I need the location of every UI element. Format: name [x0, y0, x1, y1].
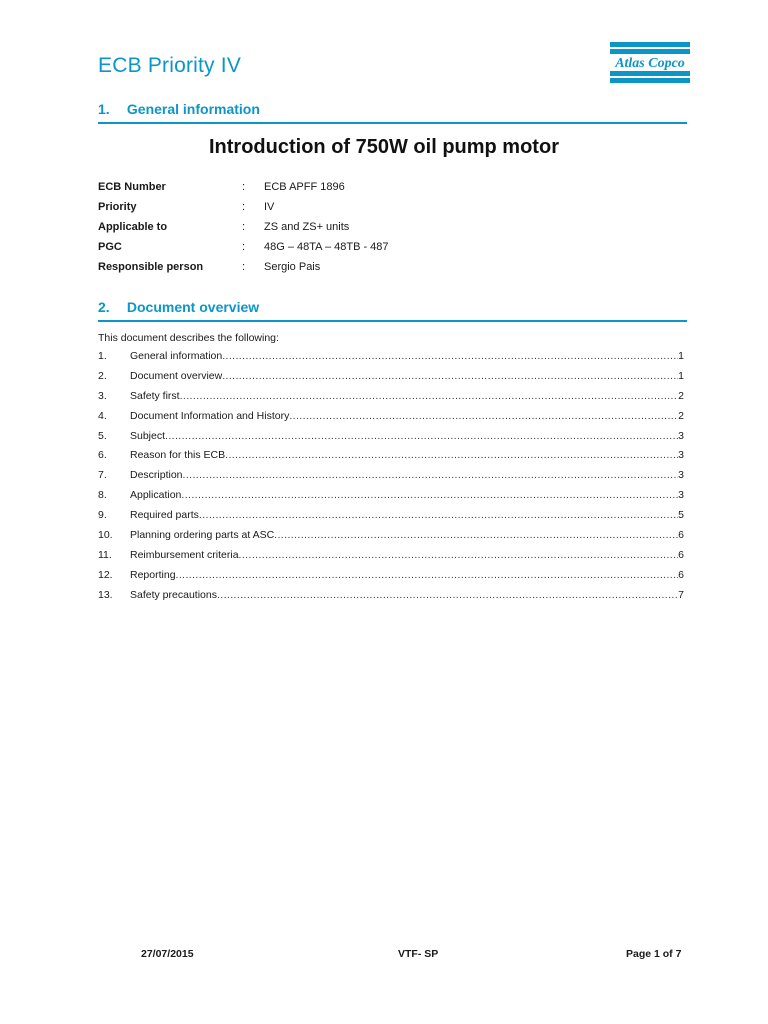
toc-item[interactable] [98, 508, 684, 528]
section-1-number: 1. [98, 101, 110, 117]
footer-page-number: Page 1 of 7 [626, 948, 682, 960]
toc-item[interactable] [98, 389, 684, 409]
toc-item[interactable] [98, 548, 684, 568]
info-row-responsible-person [98, 259, 687, 279]
section-2-title: Document overview [126, 299, 260, 315]
toc-number: 12. [98, 568, 113, 581]
toc-leader [199, 508, 678, 522]
toc-item[interactable] [98, 468, 684, 488]
atlas-copco-logo [610, 42, 690, 83]
toc-title: Subject [130, 429, 166, 442]
toc-number: 13. [98, 588, 113, 601]
info-table [98, 179, 687, 279]
footer-reference: VTF- SP [398, 948, 439, 960]
overview-intro: This document describes the following: [98, 332, 279, 344]
toc-title: General information [130, 350, 223, 362]
info-row-applicable-to [98, 219, 687, 239]
toc-title: Reimbursement criteria [130, 548, 239, 561]
toc-item[interactable] [98, 488, 684, 508]
info-row-priority [98, 199, 687, 219]
toc-item[interactable] [98, 588, 684, 608]
toc-page: 6 [678, 548, 684, 561]
info-label: Responsible person [98, 261, 204, 273]
toc-number: 4. [98, 409, 107, 422]
toc-number: 1. [98, 350, 107, 362]
toc-leader [289, 409, 678, 423]
toc-number: 11. [98, 548, 112, 561]
toc-title: Description [130, 469, 183, 482]
toc-number: 7. [98, 469, 107, 482]
toc-item[interactable] [98, 409, 684, 429]
info-label: Applicable to [98, 221, 168, 233]
toc-item[interactable] [98, 448, 684, 468]
toc-page: 6 [678, 568, 684, 581]
toc-leader [181, 488, 678, 502]
info-label: PGC [98, 241, 122, 253]
toc-item[interactable] [98, 528, 684, 548]
toc-item[interactable] [98, 429, 684, 449]
toc-title: Required parts [130, 509, 199, 522]
toc-item[interactable] [98, 349, 684, 369]
toc-page: 5 [678, 509, 684, 522]
toc-number: 9. [98, 509, 107, 522]
info-value: IV [264, 201, 275, 213]
info-separator: : [242, 241, 246, 253]
toc-page: 1 [678, 350, 684, 362]
table-of-contents [98, 349, 684, 608]
toc-title: Planning ordering parts at ASC [130, 529, 275, 542]
toc-page: 6 [678, 529, 684, 542]
info-row-pgc [98, 239, 687, 259]
info-value: 48G – 48TA – 48TB - 487 [264, 241, 389, 253]
info-row-ecb-number [98, 179, 687, 199]
toc-leader [274, 528, 678, 542]
section-1-rule [98, 122, 687, 124]
toc-page: 3 [678, 429, 684, 442]
toc-page: 7 [678, 588, 684, 601]
section-2-number: 2. [98, 299, 110, 315]
toc-page: 2 [678, 389, 684, 402]
toc-leader [225, 448, 678, 462]
toc-number: 6. [98, 449, 107, 462]
toc-page: 1 [678, 369, 684, 382]
toc-number: 8. [98, 489, 107, 502]
toc-leader [183, 468, 679, 482]
info-label: Priority [98, 201, 137, 213]
section-2-heading [98, 299, 687, 315]
info-separator: : [242, 201, 246, 213]
toc-title: Document overview [130, 369, 223, 382]
info-label: ECB Number [98, 181, 166, 193]
toc-leader [239, 548, 679, 562]
toc-leader [217, 588, 678, 602]
toc-leader [180, 389, 679, 403]
document-title: ECB Priority IV [98, 54, 242, 77]
toc-item[interactable] [98, 369, 684, 389]
svg-text:Atlas Copco: Atlas Copco [615, 56, 685, 71]
info-value: ZS and ZS+ units [264, 221, 350, 233]
toc-title: Reporting [130, 568, 176, 581]
footer-date: 27/07/2015 [141, 948, 194, 960]
toc-number: 10. [98, 529, 113, 542]
toc-leader [222, 369, 678, 383]
toc-page: 2 [678, 409, 684, 422]
info-separator: : [242, 181, 246, 193]
toc-leader [176, 568, 679, 582]
toc-number: 2. [98, 369, 107, 382]
toc-page: 3 [678, 489, 684, 502]
main-title: Introduction of 750W oil pump motor [209, 136, 559, 158]
toc-item[interactable] [98, 568, 684, 588]
toc-title: Application [130, 489, 182, 502]
toc-leader [165, 429, 678, 443]
toc-number: 5. [98, 429, 107, 442]
toc-page: 3 [678, 449, 684, 462]
toc-leader [222, 349, 678, 363]
toc-title: Reason for this ECB [130, 449, 226, 462]
toc-title: Safety precautions [130, 588, 217, 601]
info-value: Sergio Pais [264, 261, 321, 273]
toc-number: 3. [98, 389, 107, 402]
toc-title: Safety first [130, 389, 180, 402]
section-1-heading [98, 101, 687, 117]
toc-title: Document Information and History [130, 409, 290, 422]
info-value: ECB APFF 1896 [264, 181, 345, 193]
section-1-title: General information [126, 101, 260, 117]
info-separator: : [242, 221, 246, 233]
section-2-rule [98, 320, 687, 322]
toc-page: 3 [678, 469, 684, 482]
info-separator: : [242, 261, 246, 273]
